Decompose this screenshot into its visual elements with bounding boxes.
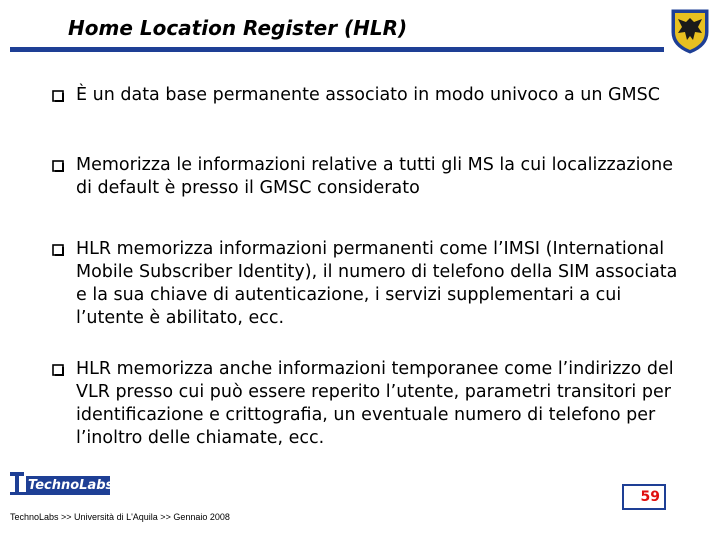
checkbox-bullet-icon [52, 364, 64, 376]
bullet-text: HLR memorizza anche informazioni temporanee come l’indirizzo del VLR presso cui può essere reperito l’utente, parametri transitori per identificazione e crittografia, un eventuale numero di telefono per l’inoltro delle chiamate, ecc. [76, 359, 674, 448]
footer-text: TechnoLabs >> Università di L'Aquila >> Gennaio 2008 [10, 512, 230, 522]
slide-title: Home Location Register (HLR) [68, 16, 408, 40]
list-item [48, 84, 678, 107]
bullet-text: HLR memorizza informazioni permanenti come l’IMSI (International Mobile Subscriber Identity), il numero di telefono della SIM associata e la sua chiave di autenticazione, i servizi supplementari a cui l’utente è abilitato, ecc. [76, 239, 678, 328]
page-number: 59 [622, 484, 666, 510]
list-item [48, 238, 678, 330]
checkbox-bullet-icon [52, 90, 64, 102]
checkbox-bullet-icon [52, 160, 64, 172]
title-underline [10, 47, 664, 52]
bullet-text: È un data base permanente associato in modo univoco a un GMSC [76, 85, 660, 105]
list-item [48, 358, 678, 450]
list-item [48, 154, 678, 200]
university-crest-icon [666, 6, 714, 54]
logo-text: TechnoLabs [28, 478, 114, 493]
bullet-text: Memorizza le informazioni relative a tutti gli MS la cui localizzazione di default è presso il GMSC considerato [76, 155, 674, 198]
checkbox-bullet-icon [52, 244, 64, 256]
